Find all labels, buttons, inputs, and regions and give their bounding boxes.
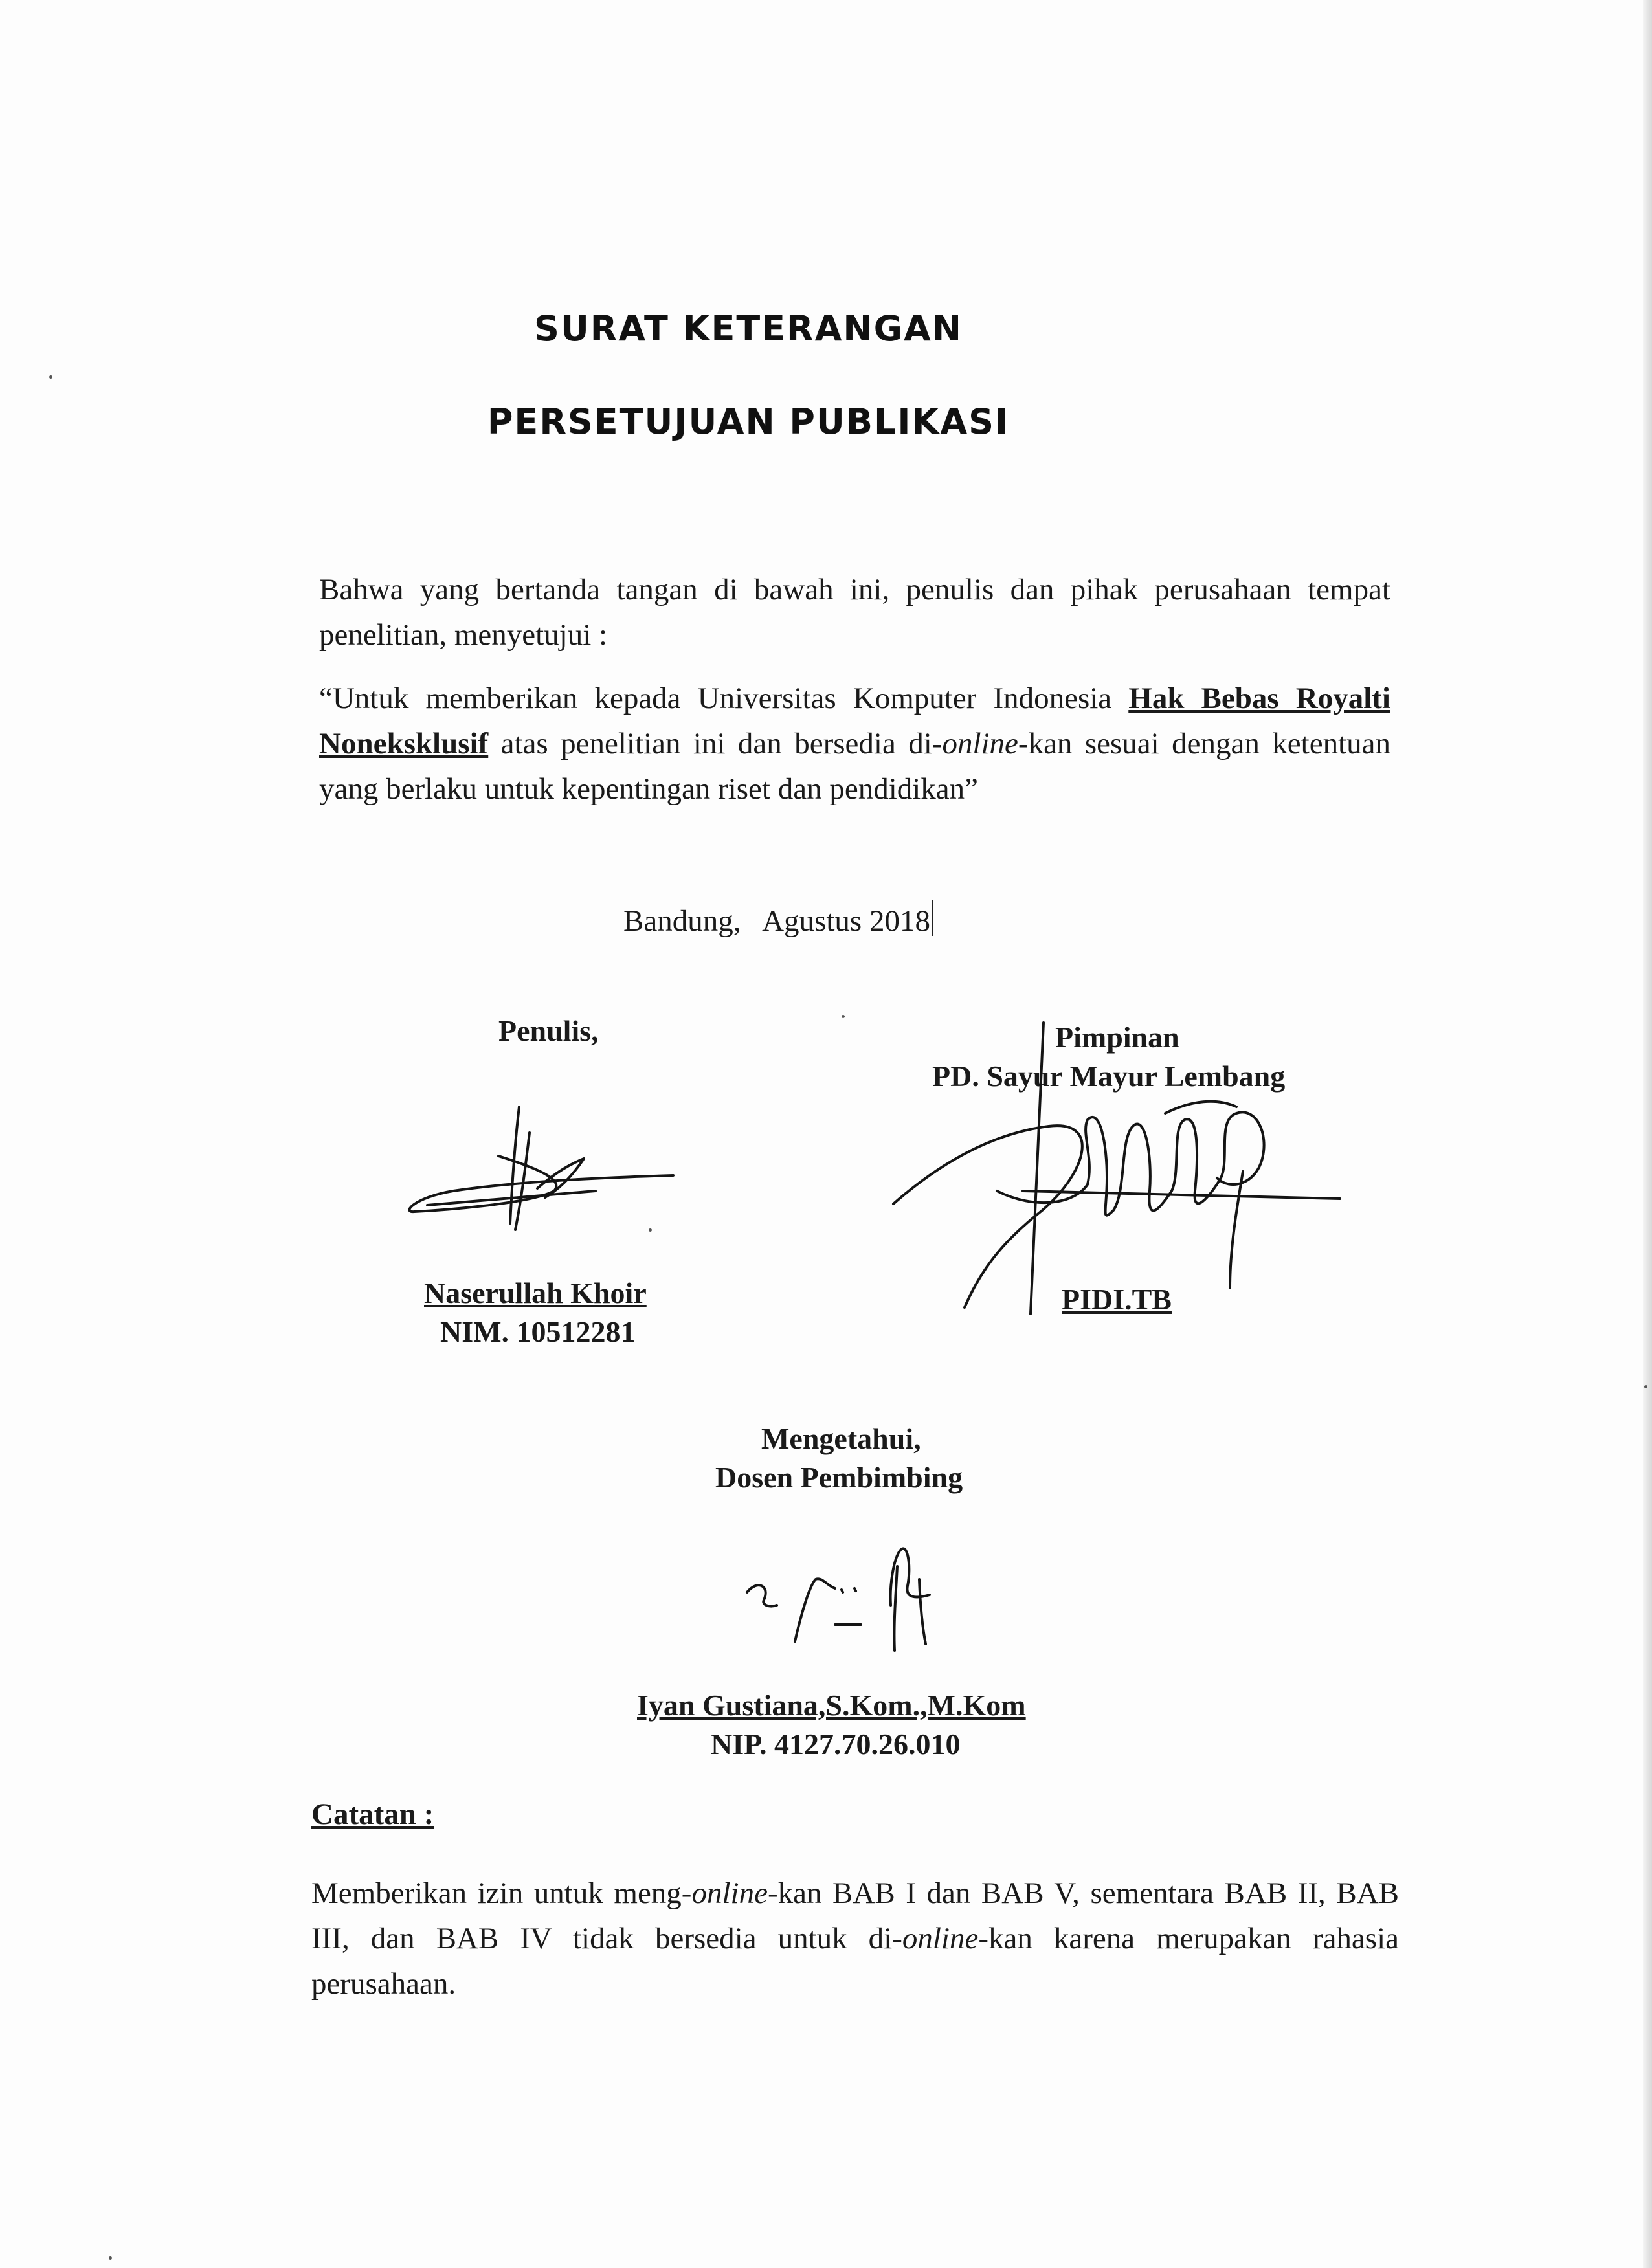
supervisor-name: Iyan Gustiana,S.Kom.,M.Kom [637, 1689, 1026, 1722]
company-name: PD. Sayur Mayur Lembang [932, 1060, 1286, 1093]
supervisor-role-label: Dosen Pembimbing [715, 1461, 963, 1494]
supervisor-signature [738, 1540, 984, 1670]
place-date-text: Bandung, Agustus 2018 [623, 904, 930, 938]
company-role-label: Pimpinan [1055, 1021, 1179, 1054]
note-text-1: Memberikan izin untuk meng- [311, 1876, 692, 1910]
document-subtitle: PERSETUJUAN PUBLIKASI [487, 401, 1010, 442]
author-role-label: Penulis, [498, 1014, 599, 1047]
note-paragraph [311, 1871, 1399, 2007]
statement-text-1: “Untuk memberikan kepada Universitas Komputer Indonesia [319, 682, 1129, 715]
statement-text-2: atas penelitian ini dan bersedia di- [488, 727, 943, 761]
scan-speck [842, 1015, 845, 1018]
note-text-2: -kan BAB I dan BAB V, sementara BAB II, BAB III, dan BAB IV tidak bersedia untuk di- [311, 1876, 1400, 1955]
company-signatory-name: PIDI.TB [1062, 1283, 1172, 1316]
note-online-term-1: online [691, 1876, 768, 1910]
intro-paragraph: Bahwa yang bertanda tangan di bawah ini, penulis dan pihak perusahaan tempat penelitian, menyetujui : [319, 573, 1390, 652]
scan-speck [49, 375, 52, 379]
scan-speck [109, 2256, 112, 2260]
note-online-term-2: online [902, 1922, 979, 1955]
supervisor-id: NIP. 4127.70.26.010 [711, 1728, 961, 1761]
note-text-3: -kan karena merupakan rahasia perusahaan. [311, 1922, 1399, 2001]
author-signature [401, 1094, 686, 1243]
place-and-date [623, 900, 933, 939]
note-heading: Catatan : [311, 1797, 434, 1831]
online-term: online [942, 727, 1018, 761]
scan-edge-shadow [1643, 0, 1652, 2268]
statement-paragraph [319, 676, 1390, 812]
document-title: SURAT KETERANGAN [534, 308, 963, 349]
royalty-emphasis: Hak Bebas Royalti Noneksklusif [319, 682, 1390, 761]
text-cursor-mark [932, 900, 933, 936]
statement-text-3: -kan sesuai dengan ketentuan yang berlaku untuk kepentingan riset dan pendidikan” [319, 727, 1390, 806]
author-name: Naserullah Khoir [424, 1276, 647, 1309]
scan-speck [1644, 1385, 1647, 1388]
acknowledgement-label: Mengetahui, [761, 1422, 921, 1455]
scan-speck [649, 1228, 652, 1232]
author-id: NIM. 10512281 [440, 1315, 636, 1348]
